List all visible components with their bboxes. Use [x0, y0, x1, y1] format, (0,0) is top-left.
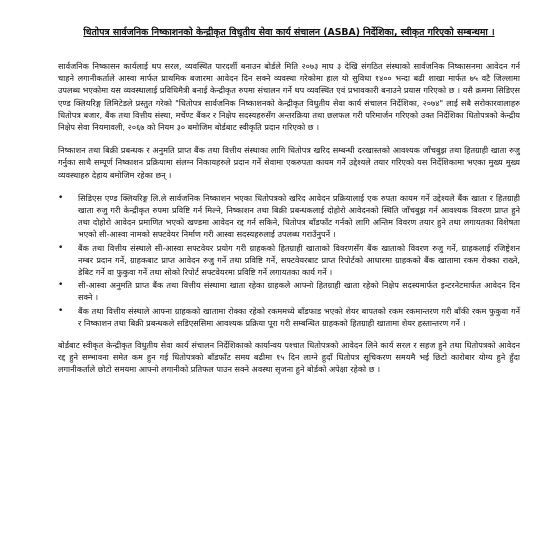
document-title: धितोपत्र सार्वजनिक निष्काशनको केन्द्रीकृत विधुतीय सेवा कार्य संचालन (ASBA) निर्देशिका, स्वीकृत गरिएको सम्बन्धमा । — [83, 27, 495, 38]
paragraph-closing: बोर्डबाट स्वीकृत केन्द्रीकृत विधुतीय सेवा कार्य संचालन निर्देशिकाको कार्यान्वय पश्चात धितोपत्रको आवेदन लिने कार्य सरल र सहज हुने तथा धितोपत्रको आवेदन रद्द हुने सम्भावना समेत कम हुन गई धितोपत्रको बाँडफाँट समय बढीमा १५ दिन लाग्ने हुदाँ धितोपत्र सूचिकरण समयमै भई छिटो कारोबार योग्य हुने हुँदा लगानीकर्ताले छोटो समयमा आफ्नो लगानीको प्रतिफल पाउन सक्ने अवस्था सृजना हुने बोर्डको अपेक्षा रहेको छ । — [58, 340, 520, 375]
bullet-icon: • — [58, 280, 64, 291]
list-item-text: बैंक तथा वित्तीय संस्थाले सी-आस्वा सफ्टवेयर प्रयोग गरी ग्राहकको हितग्राही खाताको विवरणसँग बैंक खाताको विवरण रुजु गर्ने, ग्राहकलाई रजिष्ट्रेशन नम्बर प्रदान गर्ने, ग्राहकबाट प्राप्त आवेदन रुजु गर्ने तथा प्रविष्टि गर्ने, सफ्टवेयरबाट प्राप्त रिपोर्टको आधारमा ग्राहकको बैंक खातामा रकम रोक्का राख्ने, डेबिट गर्ने वा फुकुवा गर्ने तथा सोको रिपोर्ट सफ्टवेयरमा प्रविष्टि गर्ने लगायतका कार्य गर्ने । — [78, 242, 520, 278]
document-page — [58, 26, 520, 387]
provisions-list — [58, 192, 520, 329]
paragraph-provisions: निष्काशन तथा बिक्री प्रबन्धक र अनुमति प्राप्त बैंक तथा वित्तीय संस्थाका लागि धितोपत्र खरिद सम्बन्धी दरखास्तको आवश्यक जाँचबुझ तथा हितग्राही खाता रुजु गर्नुका साथै सम्पूर्ण निष्काशन प्रक्रियामा संलग्न निकायहरुले प्रदान गर्ने सेवामा एकरुपता कायम गर्ने उद्देश्यले तयार गरिएको यस निर्देशिकामा भएका मुख्य मुख्य व्यवस्थाहरु देहाय बमोजिम रहेका छन् । — [58, 145, 520, 180]
bullet-icon: • — [58, 305, 64, 316]
bullet-icon: • — [58, 242, 64, 253]
list-item-text: बैंक तथा वित्तीय संस्थाले आफ्ना ग्राहकको खातामा रोक्का रहेको रकममध्ये बाँडफाड भएको शेयर बापतको रकम रकमान्तरण गरी बाँकी रकम फुकुवा गर्ने र निष्काशन तथा बिक्री प्रबन्धकले सडिएससिमा आवश्यक प्रक्रिया पूरा गरी सम्बन्धित ग्राहकको हितग्राही खातामा शेयर हस्तान्तरण गर्ने । — [78, 305, 520, 328]
list-item — [58, 242, 520, 279]
bullet-icon: • — [58, 192, 64, 203]
list-item-text: सिडिएस एण्ड क्लियरिङ्ग लि.ले सार्वजनिक निष्काशन भएका धितोपत्रको खरिद आवेदन प्रक्रियालाई एक रुपता कायम गर्ने उद्देश्यले बैंक खाता र हितग्राही खाता रुजु गरी केन्द्रीकृत रुपमा प्रविष्टि गर्न मिल्ने, निष्काशन तथा बिक्री प्रबन्धकलाई दोहोरो आवेदनको स्थिति जाँचबुझ गर्न आवश्यक विवरण प्राप्त हुने तथा दोहोरो आवेदन प्रमाणित भएको खण्डमा आवेदन रद्द गर्न सकिने, धितोपत्र बाँडफाँट गर्नको लागि अन्तिम विवरण तयार हुने तथा लगायतका विशेषता भएको सी-आस्वा नामको सफ्टवेयर निर्माण गरी आस्वा सदस्यहरुलाई उपलब्ध गराउँनुपर्ने । — [78, 192, 520, 240]
paragraph-intro: सार्वजनिक निष्कासन कार्यलाई थप सरल, व्यवस्थित पारदर्शी बनाउन बोर्डले मिति २०७३ माघ ३ देखि संगठित संस्थाको सार्वजनिक निष्कासनमा आवेदन गर्न चाहने लगानीकर्ताले आस्वा मार्फत प्राथमिक बजारमा आवेदन दिन सक्ने व्यवस्था गरेकोमा हाल यो सुविधा १४०० भन्दा बढी शाखा मार्फत ७५ वटै जिल्लामा उपलब्ध भएकोमा यस व्यवस्थालाई प्रविधिमैत्री बनाई केन्द्रीकृत रुपमा संचालन गर्ने थप व्यवस्थित एवं प्रभावकारी बनाउने प्रयास गरिएको छ । यसै क्रममा सिडिएस एण्ड क्लियरिङ्ग लिमिटेडले प्रस्तुत गरेको "धितोपत्र सार्वजनिक निष्काशनको केन्द्रीकृत विधुतीय सेवा कार्य संचालन निर्देशिका, २०७४" लाई सबै सरोकारवालाहरु धितोपत्र बजार, बैंक तथा वित्तीय संस्था, मर्चेण्ट बैंकर र निक्षेप सदस्यहरुसँग अन्तरक्रिया तथा छलफल गरी परिमार्जन गरिएको उक्त निर्देशिका धितोपत्रको केन्द्रीय निक्षेप सेवा नियमावली, २०६७ को नियम ३० बमोजिम बोर्डबाट स्वीकृति प्रदान गरिएको छ । — [58, 61, 520, 133]
list-item — [58, 279, 520, 303]
list-item — [58, 192, 520, 241]
list-item — [58, 305, 520, 329]
list-item-text: सी-आस्वा अनुमति प्राप्त बैंक तथा वित्तीय संस्थामा खाता रहेका ग्राहकले आफ्नो हितग्राही खाता रहेको निक्षेप सदस्यमार्फत इन्टरनेटमार्फत आवेदन दिन सक्ने । — [78, 280, 520, 303]
